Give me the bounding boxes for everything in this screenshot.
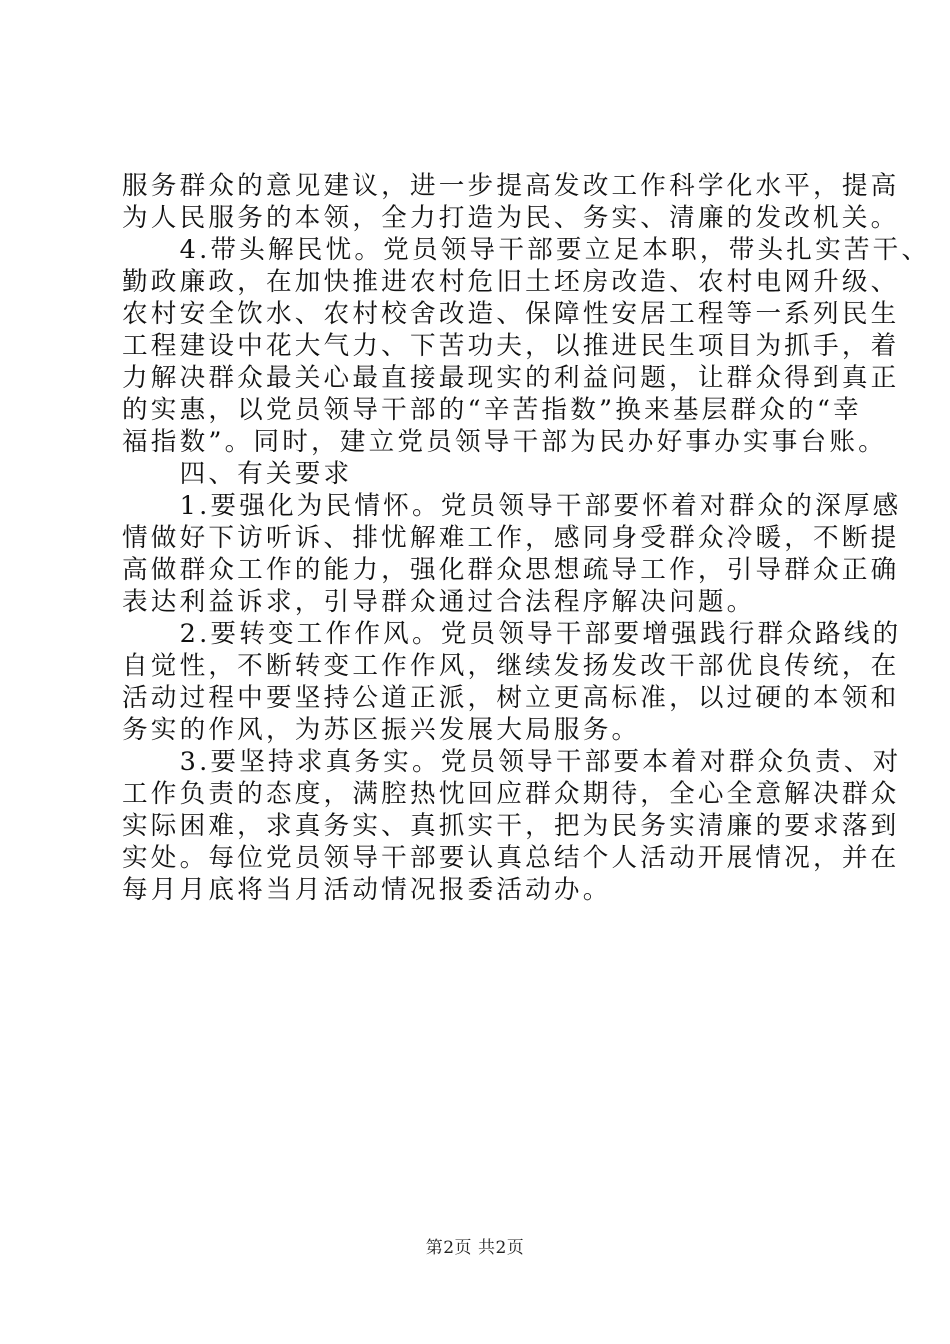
text-line: 自觉性，不断转变工作作风，继续发扬发改干部优良传统，在 [122, 651, 900, 681]
text-line: 4.带头解民忧。党员领导干部要立足本职，带头扎实苦干、 [122, 235, 931, 265]
text-line: 勤政廉政，在加快推进农村危旧土坯房改造、农村电网升级、 [122, 267, 900, 297]
text-line: 情做好下访听诉、排忧解难工作，感同身受群众冷暖，不断提 [122, 523, 900, 553]
text-line: 每月月底将当月活动情况报委活动办。 [122, 875, 612, 905]
text-line: 实处。每位党员领导干部要认真总结个人活动开展情况，并在 [122, 843, 900, 873]
text-line: 服务群众的意见建议，进一步提高发改工作科学化水平，提高 [122, 171, 900, 201]
page-number-footer: 第2页 共2页 [425, 1238, 525, 1258]
text-line: 实际困难，求真务实、真抓实干，把为民务实清廉的要求落到 [122, 811, 900, 841]
text-line: 2.要转变工作作风。党员领导干部要增强践行群众路线的 [122, 619, 902, 649]
text-line: 福指数”。同时，建立党员领导干部为民办好事办实事台账。 [122, 427, 887, 457]
text-line: 3.要坚持求真务实。党员领导干部要本着对群众负责、对 [122, 747, 902, 777]
section-heading: 四、有关要求 [122, 459, 353, 489]
text-line: 力解决群众最关心最直接最现实的利益问题，让群众得到真正 [122, 363, 900, 393]
text-line: 工程建设中花大气力、下苦功夫，以推进民生项目为抓手，着 [122, 331, 900, 361]
text-line: 的实惠，以党员领导干部的“辛苦指数”换来基层群众的“幸 [122, 395, 862, 425]
text-line: 活动过程中要坚持公道正派，树立更高标准，以过硬的本领和 [122, 683, 900, 713]
text-line: 工作负责的态度，满腔热忱回应群众期待，全心全意解决群众 [122, 779, 900, 809]
text-line: 农村安全饮水、农村校舍改造、保障性安居工程等一系列民生 [122, 299, 900, 329]
text-line: 务实的作风，为苏区振兴发展大局服务。 [122, 715, 641, 745]
text-line: 表达利益诉求，引导群众通过合法程序解决问题。 [122, 587, 756, 617]
text-line: 1.要强化为民情怀。党员领导干部要怀着对群众的深厚感 [122, 491, 902, 521]
text-line: 高做群众工作的能力，强化群众思想疏导工作，引导群众正确 [122, 555, 900, 585]
text-line: 为人民服务的本领，全力打造为民、务实、清廉的发改机关。 [122, 203, 900, 233]
